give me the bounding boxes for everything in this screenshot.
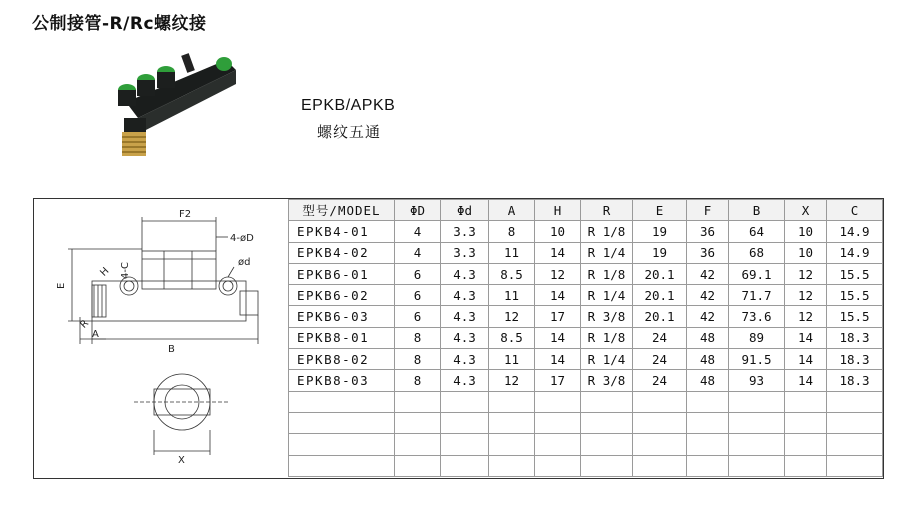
label-f2: F2: [179, 209, 192, 220]
label-x: X: [178, 455, 185, 466]
table-cell: 4.3: [441, 263, 489, 284]
label-e: E: [56, 282, 67, 289]
table-cell: 14: [535, 349, 581, 370]
table-cell: EPKB6-01: [289, 263, 395, 284]
table-cell: [687, 455, 729, 476]
table-cell: 48: [687, 370, 729, 391]
table-cell: R 1/4: [581, 285, 633, 306]
table-cell: [729, 412, 785, 433]
table-cell: 3.3: [441, 221, 489, 242]
table-cell: R 3/8: [581, 306, 633, 327]
table-cell: 93: [729, 370, 785, 391]
spec-table: [288, 199, 883, 477]
table-cell: [441, 391, 489, 412]
table-cell: EPKB6-02: [289, 285, 395, 306]
table-cell: R 1/8: [581, 263, 633, 284]
table-cell: 42: [687, 263, 729, 284]
table-cell: 12: [785, 285, 827, 306]
table-cell: [289, 391, 395, 412]
table-cell: 4.3: [441, 327, 489, 348]
header-f: F: [687, 200, 729, 221]
table-cell: 10: [535, 221, 581, 242]
table-cell: [785, 434, 827, 455]
table-cell: 89: [729, 327, 785, 348]
table-cell: 19: [633, 242, 687, 263]
table-row: [289, 391, 883, 412]
table-cell: EPKB6-03: [289, 306, 395, 327]
table-row: [289, 349, 883, 370]
header-phi-d-upper: ΦD: [395, 200, 441, 221]
table-cell: R 1/4: [581, 242, 633, 263]
table-cell: [581, 434, 633, 455]
table-cell: 14: [785, 370, 827, 391]
table-cell: [633, 412, 687, 433]
table-cell: [827, 412, 883, 433]
table-cell: EPKB4-01: [289, 221, 395, 242]
table-cell: R 1/8: [581, 327, 633, 348]
label-b: B: [168, 344, 175, 355]
table-cell: [687, 412, 729, 433]
table-cell: [827, 455, 883, 476]
table-cell: 11: [489, 285, 535, 306]
table-cell: 19: [633, 221, 687, 242]
header-b: B: [729, 200, 785, 221]
label-a: A: [92, 329, 99, 340]
table-cell: 8: [489, 221, 535, 242]
table-cell: 36: [687, 221, 729, 242]
table-cell: 12: [489, 370, 535, 391]
table-cell: 71.7: [729, 285, 785, 306]
table-row: [289, 455, 883, 476]
header-r: R: [581, 200, 633, 221]
table-cell: [535, 412, 581, 433]
table-cell: [581, 455, 633, 476]
table-cell: 69.1: [729, 263, 785, 284]
table-cell: [827, 434, 883, 455]
table-cell: [535, 455, 581, 476]
table-row: [289, 285, 883, 306]
table-cell: 20.1: [633, 285, 687, 306]
header-e: E: [633, 200, 687, 221]
table-cell: 4.3: [441, 370, 489, 391]
table-cell: [827, 391, 883, 412]
product-photo: [96, 40, 246, 170]
header-h: H: [535, 200, 581, 221]
table-cell: [785, 391, 827, 412]
table-cell: [633, 455, 687, 476]
table-cell: [535, 391, 581, 412]
header-a: A: [489, 200, 535, 221]
table-cell: R 1/8: [581, 221, 633, 242]
table-cell: [395, 434, 441, 455]
table-cell: [687, 434, 729, 455]
table-cell: [395, 455, 441, 476]
table-cell: 4: [395, 221, 441, 242]
table-cell: 8: [395, 349, 441, 370]
table-cell: 42: [687, 285, 729, 306]
table-cell: 17: [535, 370, 581, 391]
table-cell: 20.1: [633, 263, 687, 284]
label-phi-d: ød: [238, 257, 251, 268]
table-cell: [289, 434, 395, 455]
table-cell: 4.3: [441, 285, 489, 306]
table-cell: EPKB8-01: [289, 327, 395, 348]
table-cell: [489, 412, 535, 433]
table-cell: 11: [489, 242, 535, 263]
table-cell: 12: [535, 263, 581, 284]
table-cell: 8: [395, 327, 441, 348]
table-cell: [729, 434, 785, 455]
table-cell: 12: [785, 306, 827, 327]
page-title: 公制接管-R/Rc螺纹接: [32, 14, 207, 34]
table-cell: 14: [785, 327, 827, 348]
table-cell: [395, 391, 441, 412]
table-cell: [535, 434, 581, 455]
table-cell: [729, 391, 785, 412]
table-cell: 12: [489, 306, 535, 327]
table-cell: 15.5: [827, 263, 883, 284]
table-cell: 48: [687, 327, 729, 348]
table-cell: 36: [687, 242, 729, 263]
table-cell: [785, 455, 827, 476]
table-row: [289, 306, 883, 327]
table-cell: [289, 412, 395, 433]
table-cell: 14: [785, 349, 827, 370]
table-cell: 6: [395, 285, 441, 306]
table-cell: R 1/4: [581, 349, 633, 370]
table-cell: [395, 412, 441, 433]
table-cell: EPKB8-03: [289, 370, 395, 391]
table-cell: 14: [535, 327, 581, 348]
label-h: H: [98, 265, 112, 279]
table-row: [289, 370, 883, 391]
table-row: [289, 263, 883, 284]
table-cell: 4.3: [441, 306, 489, 327]
table-cell: 14.9: [827, 221, 883, 242]
table-cell: 4.3: [441, 349, 489, 370]
table-cell: [289, 455, 395, 476]
table-cell: 24: [633, 327, 687, 348]
table-cell: 14: [535, 242, 581, 263]
header-x: X: [785, 200, 827, 221]
table-cell: 15.5: [827, 306, 883, 327]
table-cell: 24: [633, 370, 687, 391]
table-cell: EPKB8-02: [289, 349, 395, 370]
table-row: [289, 434, 883, 455]
table-cell: 10: [785, 221, 827, 242]
table-row: [289, 242, 883, 263]
table-cell: [441, 434, 489, 455]
table-cell: 18.3: [827, 327, 883, 348]
table-cell: [489, 434, 535, 455]
table-cell: [687, 391, 729, 412]
label-4-phi-d: 4-øD: [230, 233, 254, 244]
table-cell: [441, 412, 489, 433]
table-cell: [581, 412, 633, 433]
table-cell: 68: [729, 242, 785, 263]
table-cell: 8.5: [489, 263, 535, 284]
product-name: 螺纹五通: [317, 123, 382, 141]
table-row: [289, 221, 883, 242]
table-cell: 24: [633, 349, 687, 370]
table-cell: 18.3: [827, 349, 883, 370]
table-cell: 6: [395, 263, 441, 284]
label-r: R: [78, 318, 92, 331]
table-cell: EPKB4-02: [289, 242, 395, 263]
table-cell: 73.6: [729, 306, 785, 327]
label-4-c: 4-C: [120, 262, 131, 279]
header-model: 型号/MODEL: [289, 200, 395, 221]
table-cell: [489, 391, 535, 412]
table-cell: [729, 455, 785, 476]
table-cell: [581, 391, 633, 412]
table-cell: 18.3: [827, 370, 883, 391]
table-cell: 10: [785, 242, 827, 263]
header-phi-d-lower: Φd: [441, 200, 489, 221]
table-cell: 17: [535, 306, 581, 327]
table-cell: 15.5: [827, 285, 883, 306]
table-cell: 4: [395, 242, 441, 263]
table-cell: 14.9: [827, 242, 883, 263]
table-cell: 8.5: [489, 327, 535, 348]
table-cell: 48: [687, 349, 729, 370]
table-row: [289, 412, 883, 433]
table-cell: [633, 391, 687, 412]
table-cell: 11: [489, 349, 535, 370]
table-cell: [489, 455, 535, 476]
table-header-row: [289, 200, 883, 221]
table-cell: 12: [785, 263, 827, 284]
table-cell: R 3/8: [581, 370, 633, 391]
table-cell: 8: [395, 370, 441, 391]
table-cell: 6: [395, 306, 441, 327]
table-cell: [633, 434, 687, 455]
table-cell: 42: [687, 306, 729, 327]
table-cell: 91.5: [729, 349, 785, 370]
table-row: [289, 327, 883, 348]
header-c: C: [827, 200, 883, 221]
technical-drawing: [34, 199, 288, 476]
product-model: EPKB/APKB: [301, 97, 396, 114]
table-cell: 3.3: [441, 242, 489, 263]
table-cell: 14: [535, 285, 581, 306]
table-cell: 20.1: [633, 306, 687, 327]
table-cell: 64: [729, 221, 785, 242]
table-cell: [785, 412, 827, 433]
table-cell: [441, 455, 489, 476]
